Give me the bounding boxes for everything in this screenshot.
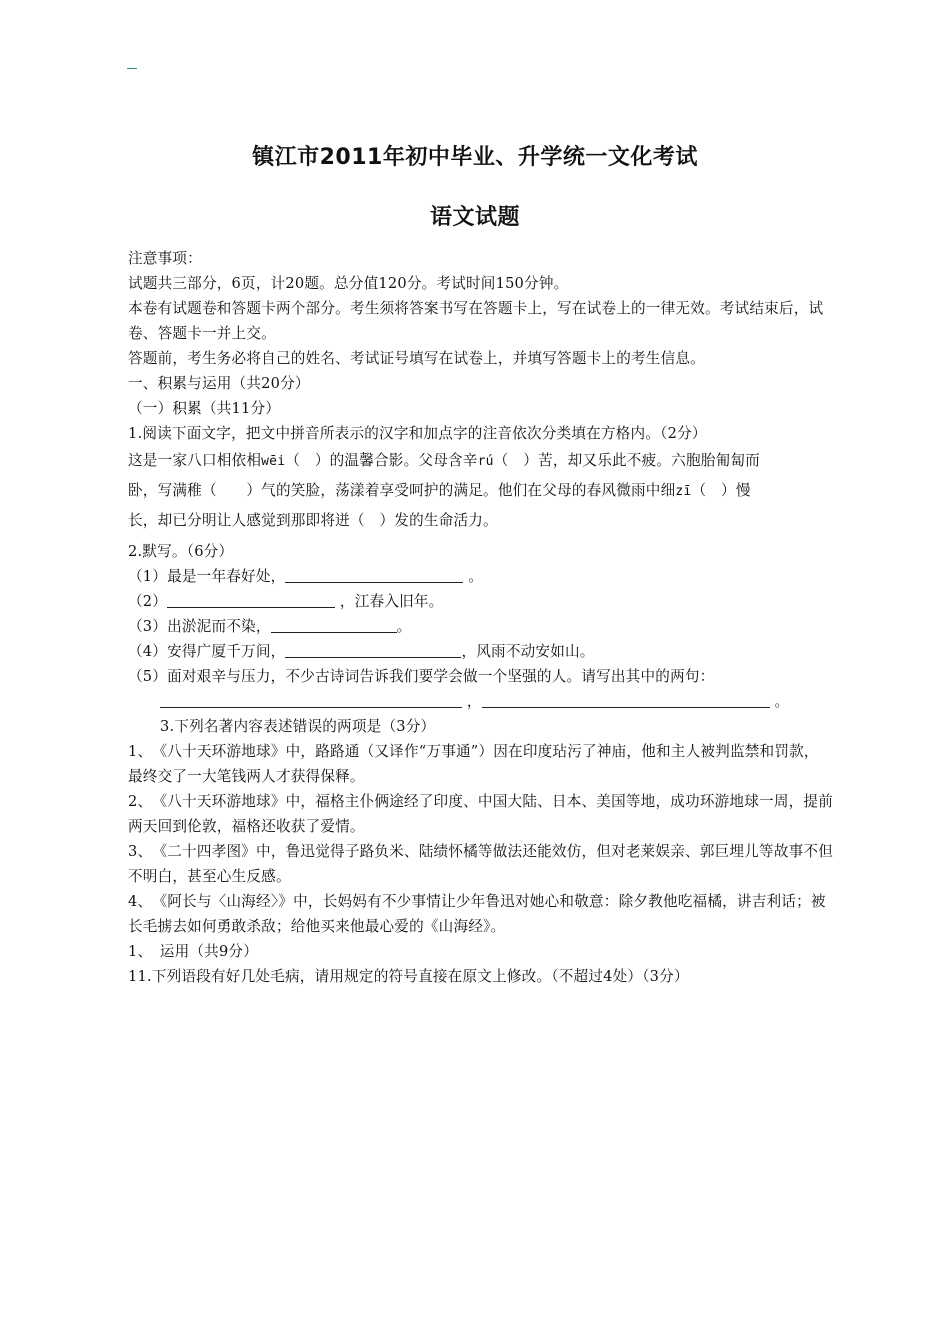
question-3-option: 4、 《阿长与〈山海经〉》中，长妈妈有不少事情让少年鲁迅对她心和敬意：除夕教他吃福橘，讲吉利话；被长毛掳去如何勇敢杀敌；给他买来他最心爱的《山海经》。 <box>128 893 826 935</box>
corner-mark <box>127 68 137 69</box>
notes-line: 试题共三部分，6页，计20题。总分值120分。考试时间150分钟。 <box>128 275 569 292</box>
passage-text: 这是一家八口相依相 <box>128 452 262 469</box>
answer-blank[interactable] <box>167 591 335 608</box>
dictation-item-5-blanks <box>128 689 833 714</box>
notes-line: 本卷有试题卷和答题卡两个部分。考生须将答案书写在答题卡上，写在试卷上的一律无效。考试结束后，试卷、答题卡一并上交。 <box>128 300 824 342</box>
question-3-option: 1、 《八十天环游地球》中，路路通（又译作“万事通”）因在印度玷污了神庙，他和主人被判监禁和罚款，最终交了一大笔钱两人才获得保释。 <box>128 743 819 785</box>
dictation-item-4 <box>128 639 833 664</box>
dictation-text: （2） <box>128 593 168 610</box>
exam-content <box>128 246 833 989</box>
dictation-text: （3）出淤泥而不染， <box>128 618 271 635</box>
passage-text: 长，却已分明让人感觉到那即将迸（ ）发的生命活力。 <box>128 512 498 529</box>
pinyin-ru: rú <box>477 454 494 469</box>
passage-text: 卧，写满稚（ ）气的笑脸，荡漾着享受呵护的满足。他们在父母的春风微雨中细 <box>128 482 676 499</box>
question-2-prompt: 2.默写。（6分） <box>128 543 234 560</box>
dictation-text: ，风雨不动安如山。 <box>461 643 595 660</box>
dictation-text: ， <box>462 693 482 710</box>
answer-blank[interactable] <box>285 641 461 658</box>
question-3-prompt: 3.下列名著内容表述错误的两项是（3分） <box>160 718 436 735</box>
dictation-item-2 <box>128 589 833 614</box>
pinyin-zi: zī <box>675 484 692 499</box>
dictation-item-1 <box>128 564 833 589</box>
dictation-text: （4）安得广厦千万间， <box>128 643 286 660</box>
answer-blank[interactable] <box>160 691 462 708</box>
passage-text: （ ）的温馨合影。父母含辛 <box>285 452 478 469</box>
dictation-text: （1）最是一年春好处， <box>128 568 286 585</box>
dictation-item-3 <box>128 614 833 639</box>
notes-heading: 注意事项： <box>128 250 202 267</box>
answer-blank[interactable] <box>482 691 770 708</box>
answer-blank[interactable] <box>271 616 397 633</box>
exam-subtitle: 语文试题 <box>429 205 520 230</box>
exam-title: 镇江市2011年初中毕业、升学统一文化考试 <box>252 145 698 170</box>
question-3-option: 2、 《八十天环游地球》中，福格主仆俩途经了印度、中国大陆、日本、美国等地，成功环游地球一周，提前两天回到伦敦，福格还收获了爱情。 <box>128 793 833 835</box>
question-1-passage <box>128 446 833 535</box>
question-3-option: 3、 《二十四孝图》中，鲁迅觉得子路负米、陆绩怀橘等做法还能效仿，但对老莱娱亲、郭巨埋儿等故事不但不明白，甚至心生反感。 <box>128 843 833 885</box>
dictation-text: 。 <box>769 693 790 710</box>
subsection-heading: （一）积累（共11分） <box>128 400 281 417</box>
dictation-text: 。 <box>463 568 484 585</box>
dictation-text: ，江春入旧年。 <box>335 593 444 610</box>
answer-blank[interactable] <box>285 566 463 583</box>
question-1-prompt: 1.阅读下面文字，把文中拼音所表示的汉字和加点字的注音依次分类填在方格内。（2分） <box>128 425 707 442</box>
subsection-heading: 1、 运用（共9分） <box>128 943 259 960</box>
pinyin-wei: wēi <box>261 454 286 469</box>
section-heading: 一、积累与运用（共20分） <box>128 375 310 392</box>
notes-line: 答题前，考生务必将自己的姓名、考试证号填写在试卷上，并填写答题卡上的考生信息。 <box>128 350 705 367</box>
dictation-text: 。 <box>396 618 412 635</box>
passage-text: （ ）苦，却又乐此不疲。六胞胎匍匐而 <box>493 452 760 469</box>
passage-text: （ ）慢 <box>691 482 751 499</box>
dictation-item-5: （5）面对艰辛与压力，不少古诗词告诉我们要学会做一个坚强的人。请写出其中的两句： <box>128 668 715 685</box>
question-11-prompt: 11.下列语段有好几处毛病，请用规定的符号直接在原文上修改。（不超过4处）（3分） <box>128 968 689 985</box>
